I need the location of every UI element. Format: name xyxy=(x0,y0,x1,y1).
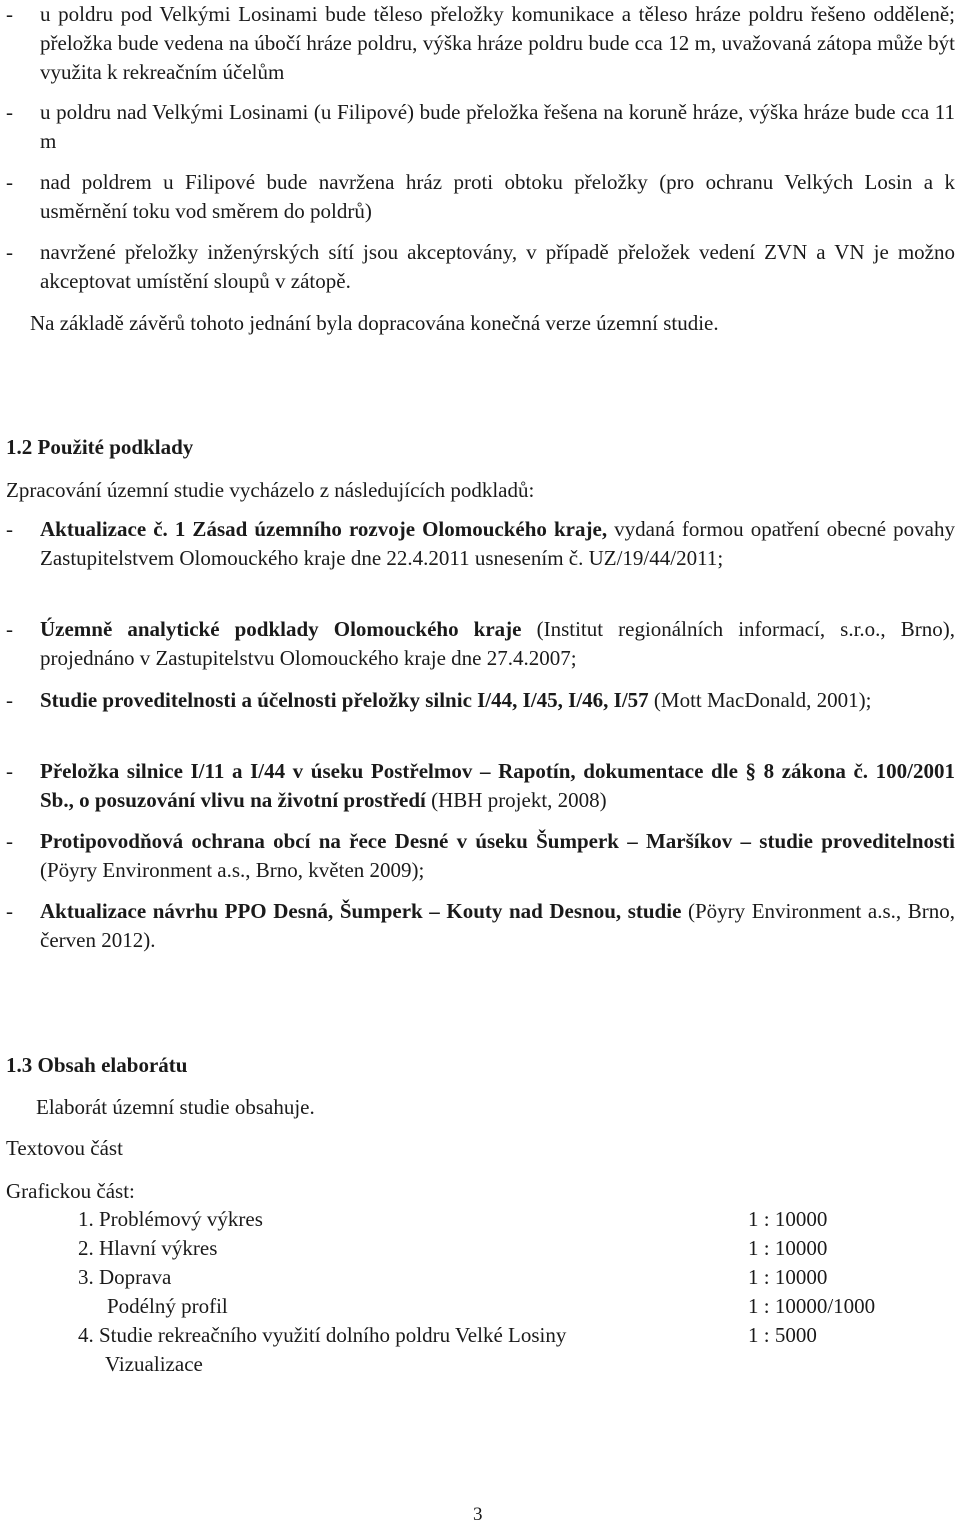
graphic-part-label: Grafickou část: xyxy=(6,1179,135,1203)
drawing-scale: 1 : 10000/1000 xyxy=(748,1294,876,1318)
list-item xyxy=(40,827,955,885)
drawing-scale: 1 : 10000 xyxy=(748,1265,828,1289)
list-dash: - xyxy=(6,829,13,853)
drawing-label: 2. Hlavní výkres xyxy=(78,1236,218,1260)
item-title: Územně analytické podklady Olomouckého kraje xyxy=(40,617,522,641)
list-item: nad poldrem u Filipové bude navržena hráz proti obtoku přeložky (pro ochranu Velkých Losin a k usměrnění toku vod směrem do poldrů) xyxy=(40,170,955,223)
list-item: u poldru nad Velkými Losinami (u Filipové) bude přeložka řešena na koruně hráze, výška hráze bude cca 11 m xyxy=(40,100,955,153)
drawing-label: Vizualizace xyxy=(105,1352,203,1376)
list-item: navržené přeložky inženýrských sítí jsou akceptovány, v případě přeložek vedení ZVN a VN je možno akceptovat umístění sloupů v zátopě. xyxy=(40,240,955,293)
drawing-label: 3. Doprava xyxy=(78,1265,172,1289)
list-dash: - xyxy=(6,617,13,641)
list-item xyxy=(40,515,955,573)
drawing-label: Podélný profil xyxy=(107,1294,228,1318)
page-number: 3 xyxy=(473,1504,483,1525)
text-part-label: Textovou část xyxy=(6,1136,123,1160)
list-item xyxy=(40,686,955,715)
item-detail: (Pöyry Environment a.s., Brno, červen 2012). xyxy=(40,899,955,952)
item-title: Přeložka silnice I/11 a I/44 v úseku Postřelmov – Rapotín, dokumentace dle § 8 zákona č. 100/2001 Sb., o posuzování vlivu na životní prostředí xyxy=(40,759,955,812)
list-dash: - xyxy=(6,899,13,923)
list-dash: - xyxy=(6,170,13,194)
drawing-label: 4. Studie rekreačního využití dolního poldru Velké Losiny xyxy=(78,1323,567,1347)
list-dash: - xyxy=(6,688,13,712)
section-heading: 1.3 Obsah elaborátu xyxy=(6,1053,188,1077)
list-item: u poldru pod Velkými Losinami bude těleso přeložky komunikace a těleso hráze poldru řešeno odděleně; přeložka bude vedena na úbočí hráze poldru, výška hráze poldru bude cca 12 m, uvažovaná zátopa může být využita k rekreačním účelům xyxy=(40,2,955,84)
item-title: Aktualizace návrhu PPO Desná, Šumperk – Kouty nad Desnou, studie xyxy=(40,899,682,923)
list-dash: - xyxy=(6,240,13,264)
item-detail: vydaná formou opatření obecné povahy Zastupitelstvem Olomouckého kraje dne 22.4.2011 usnesením č. UZ/19/44/2011; xyxy=(40,517,955,570)
item-title: Protipovodňová ochrana obcí na řece Desné v úseku Šumperk – Maršíkov – studie proveditelnosti xyxy=(40,829,955,853)
item-detail: (Pöyry Environment a.s., Brno, květen 2009); xyxy=(40,858,425,882)
drawing-scale: 1 : 10000 xyxy=(748,1207,828,1231)
conclusion-paragraph: Na základě závěrů tohoto jednání byla dopracována konečná verze územní studie. xyxy=(30,311,719,335)
list-dash: - xyxy=(6,2,13,26)
section-heading: 1.2 Použité podklady xyxy=(6,435,194,459)
item-detail: (HBH projekt, 2008) xyxy=(425,788,607,812)
list-item xyxy=(40,615,955,673)
item-title: Studie proveditelnosti a účelnosti přeložky silnic I/44, I/45, I/46, I/57 xyxy=(40,688,649,712)
list-dash: - xyxy=(6,759,13,783)
section-intro: Zpracování územní studie vycházelo z následujících podkladů: xyxy=(6,478,535,502)
list-item xyxy=(40,757,955,815)
list-item xyxy=(40,897,955,955)
item-detail: (Institut regionálních informací, s.r.o., Brno), projednáno v Zastupitelstvu Olomouckého kraje dne 27.4.2007; xyxy=(40,617,955,670)
drawing-scale: 1 : 5000 xyxy=(748,1323,817,1347)
item-title: Aktualizace č. 1 Zásad územního rozvoje Olomouckého kraje, xyxy=(40,517,608,541)
drawing-scale: 1 : 10000 xyxy=(748,1236,828,1260)
list-dash: - xyxy=(6,100,13,124)
list-dash: - xyxy=(6,517,13,541)
section-intro: Elaborát územní studie obsahuje. xyxy=(36,1095,315,1119)
drawing-label: 1. Problémový výkres xyxy=(78,1207,263,1231)
item-detail: (Mott MacDonald, 2001); xyxy=(648,688,872,712)
